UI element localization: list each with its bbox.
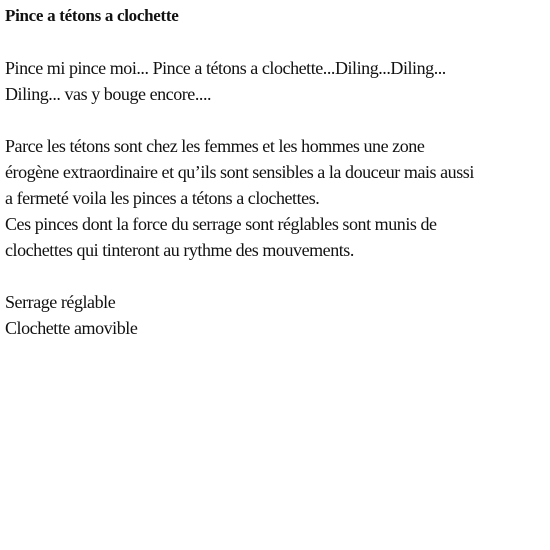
intro-line: Diling... vas y bouge encore....: [5, 84, 212, 104]
feature-item: Serrage réglable: [5, 292, 116, 312]
description-line: clochettes qui tinteront au rythme des mouvements.: [5, 240, 354, 260]
document: [5, 5, 545, 367]
description-line: Ces pinces dont la force du serrage sont réglables sont munis de: [5, 214, 437, 234]
features-list: [5, 289, 545, 341]
description-line: érogène extraordinaire et qu’ils sont sensibles a la douceur mais aussi: [5, 162, 474, 182]
description-line: Parce les tétons sont chez les femmes et les hommes une zone: [5, 136, 425, 156]
page-title: Pince a tétons a clochette: [5, 6, 179, 25]
intro-line: Pince mi pince moi... Pince a tétons a clochette...Diling...Diling...: [5, 58, 446, 78]
feature-item: Clochette amovible: [5, 318, 138, 338]
intro-paragraph: [5, 55, 545, 107]
description-line: a fermeté voila les pinces a tétons a clochettes.: [5, 188, 320, 208]
description-paragraph: [5, 133, 545, 263]
